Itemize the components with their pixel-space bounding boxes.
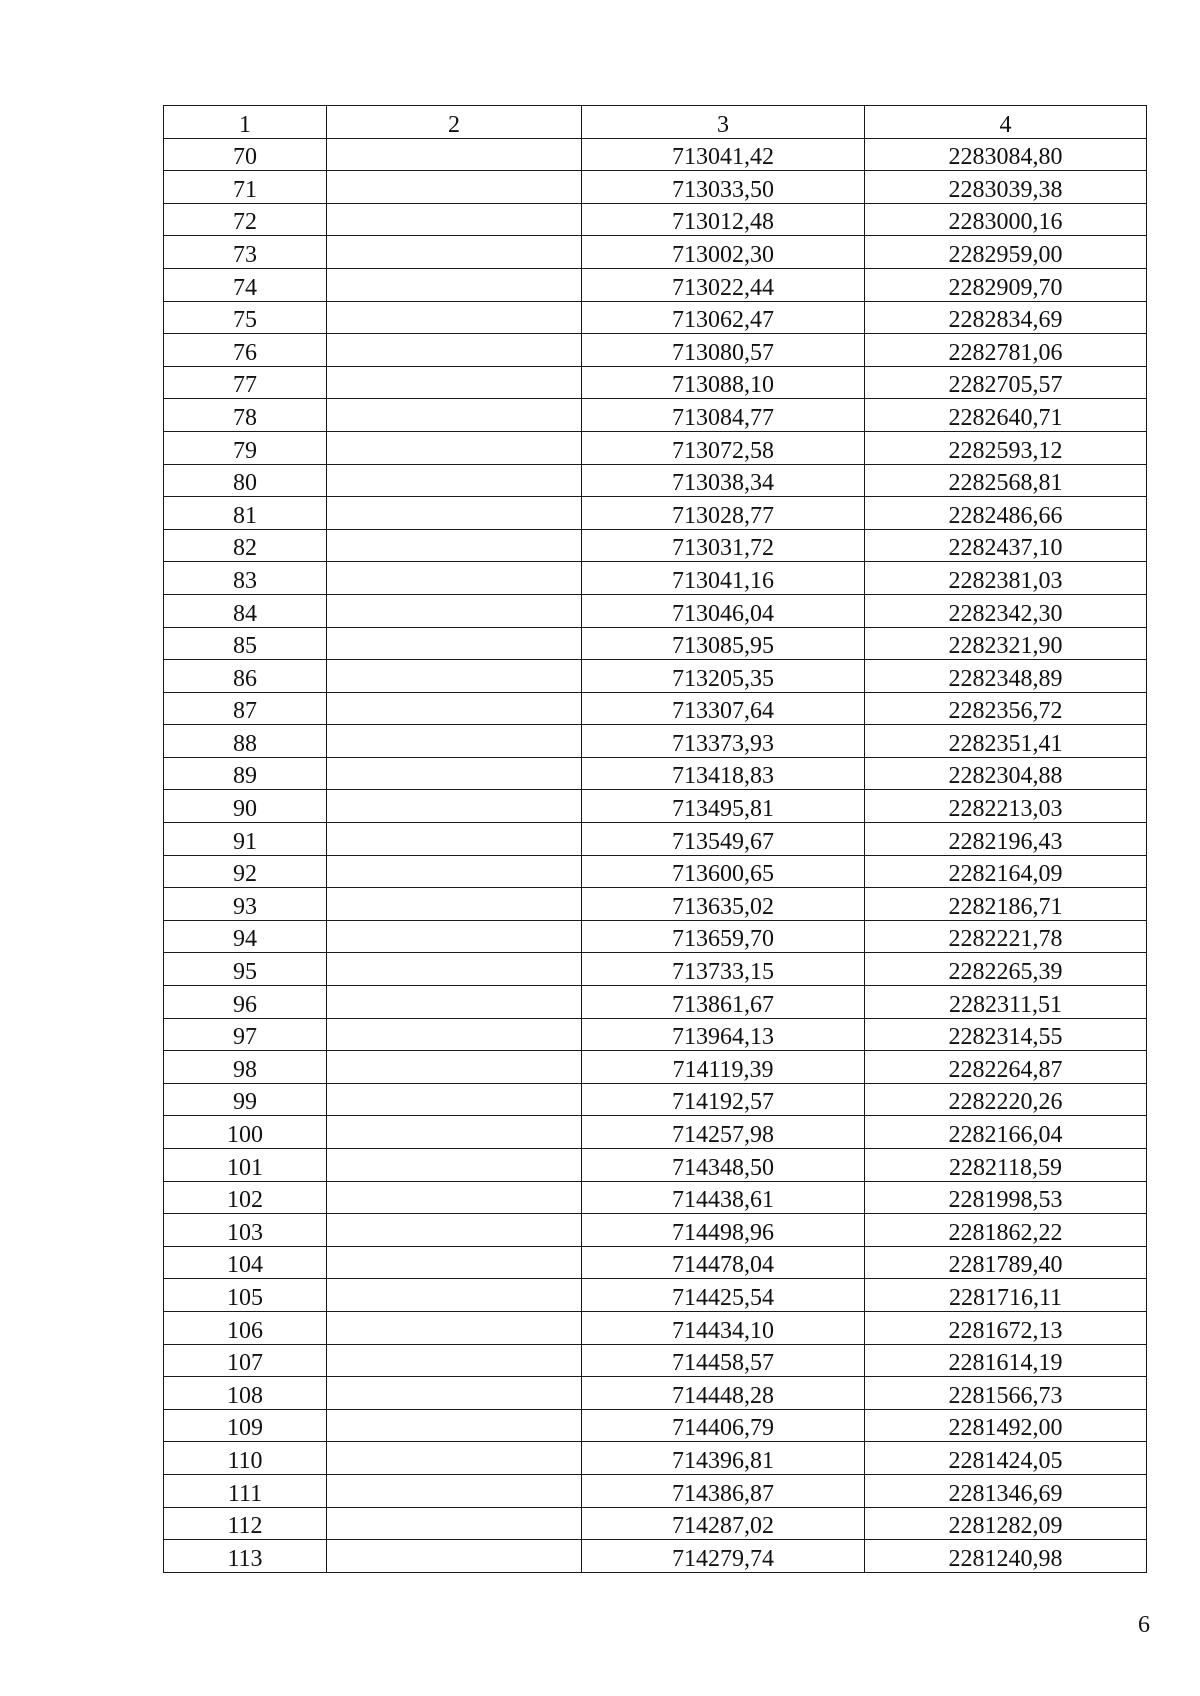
table-row bbox=[164, 757, 1147, 790]
table-row bbox=[164, 529, 1147, 562]
point-number-cell: 71 bbox=[164, 171, 327, 204]
table-row bbox=[164, 1507, 1147, 1540]
point-number-cell: 96 bbox=[164, 986, 327, 1019]
x-coordinate-cell: 713861,67 bbox=[582, 986, 865, 1019]
y-coordinate-cell: 2282166,04 bbox=[865, 1116, 1147, 1149]
description-cell bbox=[327, 1279, 582, 1312]
description-cell bbox=[327, 464, 582, 497]
x-coordinate-cell: 713418,83 bbox=[582, 757, 865, 790]
table-header-row bbox=[164, 106, 1147, 139]
y-coordinate-cell: 2282342,30 bbox=[865, 594, 1147, 627]
point-number-cell: 93 bbox=[164, 888, 327, 921]
point-number-cell: 105 bbox=[164, 1279, 327, 1312]
table-row bbox=[164, 594, 1147, 627]
description-cell bbox=[327, 953, 582, 986]
point-number-cell: 77 bbox=[164, 366, 327, 399]
point-number-cell: 98 bbox=[164, 1051, 327, 1084]
point-number-cell: 104 bbox=[164, 1246, 327, 1279]
table-row bbox=[164, 1214, 1147, 1247]
description-cell bbox=[327, 1149, 582, 1182]
point-number-cell: 92 bbox=[164, 855, 327, 888]
y-coordinate-cell: 2282834,69 bbox=[865, 301, 1147, 334]
x-coordinate-cell: 713046,04 bbox=[582, 594, 865, 627]
point-number-cell: 90 bbox=[164, 790, 327, 823]
y-coordinate-cell: 2282568,81 bbox=[865, 464, 1147, 497]
table-row bbox=[164, 1442, 1147, 1475]
description-cell bbox=[327, 1116, 582, 1149]
table-row bbox=[164, 268, 1147, 301]
y-coordinate-cell: 2282314,55 bbox=[865, 1018, 1147, 1051]
description-cell bbox=[327, 790, 582, 823]
table-row bbox=[164, 1279, 1147, 1312]
y-coordinate-cell: 2282164,09 bbox=[865, 855, 1147, 888]
x-coordinate-cell: 713085,95 bbox=[582, 627, 865, 660]
y-coordinate-cell: 2282186,71 bbox=[865, 888, 1147, 921]
x-coordinate-cell: 714478,04 bbox=[582, 1246, 865, 1279]
coordinates-table-body bbox=[164, 106, 1147, 1573]
description-cell bbox=[327, 1051, 582, 1084]
x-coordinate-cell: 714386,87 bbox=[582, 1474, 865, 1507]
y-coordinate-cell: 2282118,59 bbox=[865, 1149, 1147, 1182]
point-number-cell: 87 bbox=[164, 692, 327, 725]
point-number-cell: 112 bbox=[164, 1507, 327, 1540]
x-coordinate-cell: 713012,48 bbox=[582, 203, 865, 236]
point-number-cell: 108 bbox=[164, 1377, 327, 1410]
y-coordinate-cell: 2282321,90 bbox=[865, 627, 1147, 660]
y-coordinate-cell: 2282593,12 bbox=[865, 431, 1147, 464]
point-number-cell: 102 bbox=[164, 1181, 327, 1214]
y-coordinate-cell: 2282959,00 bbox=[865, 236, 1147, 269]
x-coordinate-cell: 713600,65 bbox=[582, 855, 865, 888]
y-coordinate-cell: 2281566,73 bbox=[865, 1377, 1147, 1410]
x-coordinate-cell: 714287,02 bbox=[582, 1507, 865, 1540]
description-cell bbox=[327, 920, 582, 953]
table-row bbox=[164, 203, 1147, 236]
x-coordinate-cell: 713659,70 bbox=[582, 920, 865, 953]
table-row bbox=[164, 855, 1147, 888]
description-cell bbox=[327, 757, 582, 790]
x-coordinate-cell: 714257,98 bbox=[582, 1116, 865, 1149]
description-cell bbox=[327, 1083, 582, 1116]
description-cell bbox=[327, 366, 582, 399]
point-number-cell: 70 bbox=[164, 138, 327, 171]
page-number: 6 bbox=[1138, 1612, 1150, 1638]
description-cell bbox=[327, 986, 582, 1019]
y-coordinate-cell: 2281346,69 bbox=[865, 1474, 1147, 1507]
y-coordinate-cell: 2282640,71 bbox=[865, 399, 1147, 432]
x-coordinate-cell: 714192,57 bbox=[582, 1083, 865, 1116]
table-row bbox=[164, 953, 1147, 986]
point-number-cell: 85 bbox=[164, 627, 327, 660]
description-cell bbox=[327, 203, 582, 236]
y-coordinate-cell: 2282304,88 bbox=[865, 757, 1147, 790]
y-coordinate-cell: 2282351,41 bbox=[865, 725, 1147, 758]
point-number-cell: 76 bbox=[164, 334, 327, 367]
y-coordinate-cell: 2282356,72 bbox=[865, 692, 1147, 725]
y-coordinate-cell: 2281282,09 bbox=[865, 1507, 1147, 1540]
x-coordinate-cell: 713031,72 bbox=[582, 529, 865, 562]
y-coordinate-cell: 2282486,66 bbox=[865, 497, 1147, 530]
table-row bbox=[164, 627, 1147, 660]
description-cell bbox=[327, 725, 582, 758]
point-number-cell: 91 bbox=[164, 823, 327, 856]
point-number-cell: 84 bbox=[164, 594, 327, 627]
x-coordinate-cell: 713733,15 bbox=[582, 953, 865, 986]
y-coordinate-cell: 2282348,89 bbox=[865, 660, 1147, 693]
x-coordinate-cell: 713038,34 bbox=[582, 464, 865, 497]
description-cell bbox=[327, 268, 582, 301]
coordinates-table bbox=[163, 105, 1147, 1573]
description-cell bbox=[327, 855, 582, 888]
description-cell bbox=[327, 1018, 582, 1051]
table-row bbox=[164, 1116, 1147, 1149]
table-row bbox=[164, 1344, 1147, 1377]
y-coordinate-cell: 2281862,22 bbox=[865, 1214, 1147, 1247]
y-coordinate-cell: 2281789,40 bbox=[865, 1246, 1147, 1279]
x-coordinate-cell: 713088,10 bbox=[582, 366, 865, 399]
description-cell bbox=[327, 1181, 582, 1214]
point-number-cell: 79 bbox=[164, 431, 327, 464]
point-number-cell: 107 bbox=[164, 1344, 327, 1377]
table-row bbox=[164, 920, 1147, 953]
y-coordinate-cell: 2283039,38 bbox=[865, 171, 1147, 204]
description-cell bbox=[327, 1540, 582, 1573]
point-number-cell: 81 bbox=[164, 497, 327, 530]
x-coordinate-cell: 713041,42 bbox=[582, 138, 865, 171]
description-cell bbox=[327, 1442, 582, 1475]
point-number-cell: 109 bbox=[164, 1409, 327, 1442]
description-cell bbox=[327, 1246, 582, 1279]
table-row bbox=[164, 301, 1147, 334]
y-coordinate-cell: 2282437,10 bbox=[865, 529, 1147, 562]
point-number-cell: 103 bbox=[164, 1214, 327, 1247]
point-number-cell: 100 bbox=[164, 1116, 327, 1149]
x-coordinate-cell: 713964,13 bbox=[582, 1018, 865, 1051]
description-cell bbox=[327, 171, 582, 204]
x-coordinate-cell: 713549,67 bbox=[582, 823, 865, 856]
y-coordinate-cell: 2282265,39 bbox=[865, 953, 1147, 986]
table-row bbox=[164, 464, 1147, 497]
x-coordinate-cell: 714438,61 bbox=[582, 1181, 865, 1214]
description-cell bbox=[327, 1474, 582, 1507]
y-coordinate-cell: 2282221,78 bbox=[865, 920, 1147, 953]
column-header-1: 1 bbox=[164, 106, 327, 139]
table-row bbox=[164, 236, 1147, 269]
point-number-cell: 74 bbox=[164, 268, 327, 301]
y-coordinate-cell: 2282311,51 bbox=[865, 986, 1147, 1019]
x-coordinate-cell: 714119,39 bbox=[582, 1051, 865, 1084]
x-coordinate-cell: 713635,02 bbox=[582, 888, 865, 921]
table-row bbox=[164, 562, 1147, 595]
x-coordinate-cell: 713028,77 bbox=[582, 497, 865, 530]
x-coordinate-cell: 714279,74 bbox=[582, 1540, 865, 1573]
y-coordinate-cell: 2281998,53 bbox=[865, 1181, 1147, 1214]
point-number-cell: 82 bbox=[164, 529, 327, 562]
description-cell bbox=[327, 1409, 582, 1442]
column-header-2: 2 bbox=[327, 106, 582, 139]
point-number-cell: 72 bbox=[164, 203, 327, 236]
x-coordinate-cell: 713084,77 bbox=[582, 399, 865, 432]
x-coordinate-cell: 713022,44 bbox=[582, 268, 865, 301]
description-cell bbox=[327, 334, 582, 367]
table-row bbox=[164, 888, 1147, 921]
point-number-cell: 83 bbox=[164, 562, 327, 595]
x-coordinate-cell: 714498,96 bbox=[582, 1214, 865, 1247]
point-number-cell: 88 bbox=[164, 725, 327, 758]
y-coordinate-cell: 2281672,13 bbox=[865, 1311, 1147, 1344]
table-row bbox=[164, 1377, 1147, 1410]
table-row bbox=[164, 1051, 1147, 1084]
x-coordinate-cell: 713033,50 bbox=[582, 171, 865, 204]
point-number-cell: 106 bbox=[164, 1311, 327, 1344]
x-coordinate-cell: 714425,54 bbox=[582, 1279, 865, 1312]
description-cell bbox=[327, 431, 582, 464]
description-cell bbox=[327, 660, 582, 693]
table-row bbox=[164, 1083, 1147, 1116]
table-row bbox=[164, 1181, 1147, 1214]
table-row bbox=[164, 660, 1147, 693]
x-coordinate-cell: 713205,35 bbox=[582, 660, 865, 693]
description-cell bbox=[327, 399, 582, 432]
description-cell bbox=[327, 888, 582, 921]
y-coordinate-cell: 2283084,80 bbox=[865, 138, 1147, 171]
description-cell bbox=[327, 1344, 582, 1377]
x-coordinate-cell: 714448,28 bbox=[582, 1377, 865, 1410]
description-cell bbox=[327, 529, 582, 562]
y-coordinate-cell: 2282705,57 bbox=[865, 366, 1147, 399]
column-header-3: 3 bbox=[582, 106, 865, 139]
x-coordinate-cell: 713002,30 bbox=[582, 236, 865, 269]
x-coordinate-cell: 714396,81 bbox=[582, 1442, 865, 1475]
description-cell bbox=[327, 562, 582, 595]
table-row bbox=[164, 986, 1147, 1019]
description-cell bbox=[327, 692, 582, 725]
x-coordinate-cell: 713062,47 bbox=[582, 301, 865, 334]
y-coordinate-cell: 2281614,19 bbox=[865, 1344, 1147, 1377]
description-cell bbox=[327, 1377, 582, 1410]
y-coordinate-cell: 2281240,98 bbox=[865, 1540, 1147, 1573]
table-row bbox=[164, 692, 1147, 725]
point-number-cell: 110 bbox=[164, 1442, 327, 1475]
x-coordinate-cell: 714434,10 bbox=[582, 1311, 865, 1344]
column-header-4: 4 bbox=[865, 106, 1147, 139]
y-coordinate-cell: 2282909,70 bbox=[865, 268, 1147, 301]
x-coordinate-cell: 714458,57 bbox=[582, 1344, 865, 1377]
point-number-cell: 113 bbox=[164, 1540, 327, 1573]
y-coordinate-cell: 2281424,05 bbox=[865, 1442, 1147, 1475]
description-cell bbox=[327, 594, 582, 627]
y-coordinate-cell: 2281716,11 bbox=[865, 1279, 1147, 1312]
x-coordinate-cell: 713495,81 bbox=[582, 790, 865, 823]
point-number-cell: 86 bbox=[164, 660, 327, 693]
description-cell bbox=[327, 497, 582, 530]
table-row bbox=[164, 171, 1147, 204]
description-cell bbox=[327, 627, 582, 660]
description-cell bbox=[327, 236, 582, 269]
x-coordinate-cell: 714406,79 bbox=[582, 1409, 865, 1442]
x-coordinate-cell: 713373,93 bbox=[582, 725, 865, 758]
description-cell bbox=[327, 1507, 582, 1540]
description-cell bbox=[327, 1311, 582, 1344]
point-number-cell: 101 bbox=[164, 1149, 327, 1182]
y-coordinate-cell: 2282264,87 bbox=[865, 1051, 1147, 1084]
table-row bbox=[164, 1246, 1147, 1279]
point-number-cell: 95 bbox=[164, 953, 327, 986]
table-row bbox=[164, 431, 1147, 464]
description-cell bbox=[327, 1214, 582, 1247]
table-row bbox=[164, 1474, 1147, 1507]
point-number-cell: 78 bbox=[164, 399, 327, 432]
point-number-cell: 111 bbox=[164, 1474, 327, 1507]
y-coordinate-cell: 2282781,06 bbox=[865, 334, 1147, 367]
point-number-cell: 73 bbox=[164, 236, 327, 269]
y-coordinate-cell: 2281492,00 bbox=[865, 1409, 1147, 1442]
table-row bbox=[164, 1149, 1147, 1182]
table-row bbox=[164, 1018, 1147, 1051]
point-number-cell: 89 bbox=[164, 757, 327, 790]
point-number-cell: 75 bbox=[164, 301, 327, 334]
x-coordinate-cell: 714348,50 bbox=[582, 1149, 865, 1182]
table-row bbox=[164, 138, 1147, 171]
table-row bbox=[164, 497, 1147, 530]
point-number-cell: 80 bbox=[164, 464, 327, 497]
point-number-cell: 97 bbox=[164, 1018, 327, 1051]
description-cell bbox=[327, 823, 582, 856]
table-row bbox=[164, 334, 1147, 367]
y-coordinate-cell: 2282213,03 bbox=[865, 790, 1147, 823]
x-coordinate-cell: 713080,57 bbox=[582, 334, 865, 367]
table-row bbox=[164, 366, 1147, 399]
table-row bbox=[164, 1311, 1147, 1344]
description-cell bbox=[327, 138, 582, 171]
point-number-cell: 99 bbox=[164, 1083, 327, 1116]
x-coordinate-cell: 713041,16 bbox=[582, 562, 865, 595]
point-number-cell: 94 bbox=[164, 920, 327, 953]
table-row bbox=[164, 399, 1147, 432]
table-row bbox=[164, 725, 1147, 758]
y-coordinate-cell: 2282220,26 bbox=[865, 1083, 1147, 1116]
y-coordinate-cell: 2282381,03 bbox=[865, 562, 1147, 595]
description-cell bbox=[327, 301, 582, 334]
y-coordinate-cell: 2282196,43 bbox=[865, 823, 1147, 856]
x-coordinate-cell: 713072,58 bbox=[582, 431, 865, 464]
table-row bbox=[164, 1409, 1147, 1442]
table-row bbox=[164, 790, 1147, 823]
x-coordinate-cell: 713307,64 bbox=[582, 692, 865, 725]
table-row bbox=[164, 823, 1147, 856]
table-row bbox=[164, 1540, 1147, 1573]
y-coordinate-cell: 2283000,16 bbox=[865, 203, 1147, 236]
